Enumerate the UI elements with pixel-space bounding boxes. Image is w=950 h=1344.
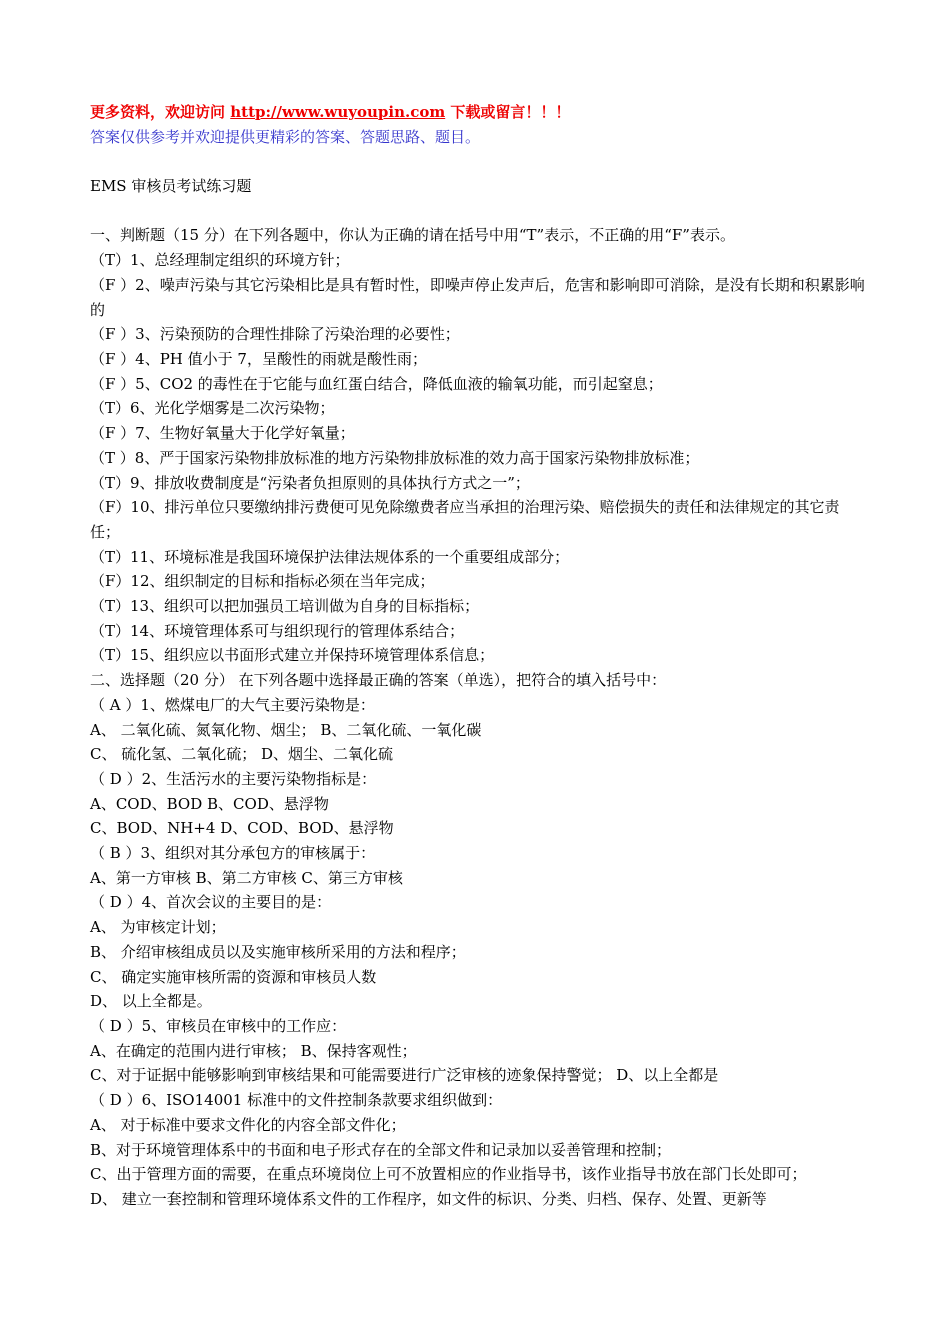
judgment-item: （T）1、总经理制定组织的环境方针； [90, 251, 350, 270]
choice-line: B、对于环境管理体系中的书面和电子形式存在的全部文件和记录加以妥善管理和控制； [90, 1140, 672, 1159]
spacer [90, 199, 865, 224]
choice-line: C、对于证据中能够影响到审核结果和可能需要进行广泛审核的迹象保持警觉； D、以上全都是 [90, 1066, 719, 1085]
judgment-item: （T）14、环境管理体系可与组织现行的管理体系结合； [90, 621, 465, 640]
choice-line: D、 建立一套控制和管理环境体系文件的工作程序，如文件的标识、分类、归档、保存、处置、更新等 [90, 1189, 767, 1208]
promo-note: 答案仅供参考并欢迎提供更精彩的答案、答题思路、题目。 [90, 127, 481, 146]
section2-heading: 二、选择题（20 分） 在下列各题中选择最正确的答案（单选），把符合的填入括号中： [90, 671, 667, 690]
choice-line: A、第一方审核 B、第二方审核 C、第三方审核 [90, 868, 403, 887]
judgment-item: （F ）2、噪声污染与其它污染相比是具有暂时性，即噪声停止发声后，危害和影响即可消除，是没有长期和积累影响的 [90, 275, 865, 319]
judgment-item: （F ）7、生物好氧量大于化学好氧量； [90, 424, 355, 443]
judgment-item: （T）11、环境标准是我国环境保护法律法规体系的一个重要组成部分； [90, 547, 570, 566]
document-page [90, 100, 865, 1212]
judgment-item: （T）6、光化学烟雾是二次污染物； [90, 399, 335, 418]
judgment-item: （T）9、排放收费制度是“污染者负担原则的具体执行方式之一”； [90, 473, 530, 492]
choice-line: A、 二氧化硫、氮氧化物、烟尘； B、二氧化硫、一氧化碳 [90, 720, 482, 739]
judgment-item: （T）13、组织可以把加强员工培训做为自身的目标指标； [90, 597, 480, 616]
promo-line [90, 100, 865, 125]
choice-line: （ B ）3、组织对其分承包方的审核属于： [90, 844, 376, 863]
choice-line: B、 介绍审核组成员以及实施审核所采用的方法和程序； [90, 942, 466, 961]
judgment-item: （F ）4、PH 值小于 7，呈酸性的雨就是酸性雨； [90, 350, 427, 368]
judgment-item: （F ）3、污染预防的合理性排除了污染治理的必要性； [90, 325, 460, 344]
promo-link[interactable]: http://www.wuyoupin.com [230, 103, 446, 121]
document-title: EMS 审核员考试练习题 [90, 177, 252, 196]
section1-heading: 一、判断题（15 分）在下列各题中，你认为正确的请在括号中用“T”表示，不正确的用“F”表示。 [90, 226, 735, 245]
choice-line: A、 为审核定计划； [90, 918, 226, 937]
judgment-item: （F）12、组织制定的目标和指标必须在当年完成； [90, 572, 435, 591]
choice-line: C、 硫化氢、二氧化硫； D、烟尘、二氧化硫 [90, 745, 394, 764]
choice-line: A、在确定的范围内进行审核； B、保持客观性； [90, 1041, 417, 1060]
choice-line: （ D ）2、生活污水的主要污染物指标是： [90, 769, 377, 788]
choice-line: C、 确定实施审核所需的资源和审核员人数 [90, 967, 377, 986]
choice-line: A、 对于标准中要求文件化的内容全部文件化； [90, 1115, 406, 1134]
judgment-item: （T）15、组织应以书面形式建立并保持环境管理体系信息； [90, 646, 495, 665]
choice-line: （ D ）6、ISO14001 标准中的文件控制条款要求组织做到： [90, 1091, 503, 1110]
choice-line: D、 以上全都是。 [90, 992, 212, 1011]
spacer [90, 149, 865, 174]
judgment-item: （T ）8、严于国家污染物排放标准的地方污染物排放标准的效力高于国家污染物排放标准； [90, 448, 700, 467]
choice-line: （ D ）5、审核员在审核中的工作应： [90, 1016, 347, 1035]
choice-line: A、COD、BOD B、COD、悬浮物 [90, 794, 329, 813]
choice-line: C、BOD、NH+4 D、COD、BOD、悬浮物 [90, 819, 394, 838]
promo-suffix: 下载或留言！！！ [445, 103, 571, 121]
choice-line: （ D ）4、首次会议的主要目的是： [90, 893, 332, 912]
judgment-item: （F）10、排污单位只要缴纳排污费便可见免除缴费者应当承担的治理污染、赔偿损失的责任和法律规定的其它责任； [90, 498, 840, 541]
choice-line: C、出于管理方面的需要，在重点环境岗位上可不放置相应的作业指导书，该作业指导书放在部门长处即可； [90, 1165, 807, 1184]
judgment-item: （F ）5、CO2 的毒性在于它能与血红蛋白结合，降低血液的输氧功能，而引起窒息； [90, 374, 663, 393]
choice-line: （ A ）1、燃煤电厂的大气主要污染物是： [90, 695, 375, 714]
promo-prefix: 更多资料，欢迎访问 [90, 103, 231, 121]
